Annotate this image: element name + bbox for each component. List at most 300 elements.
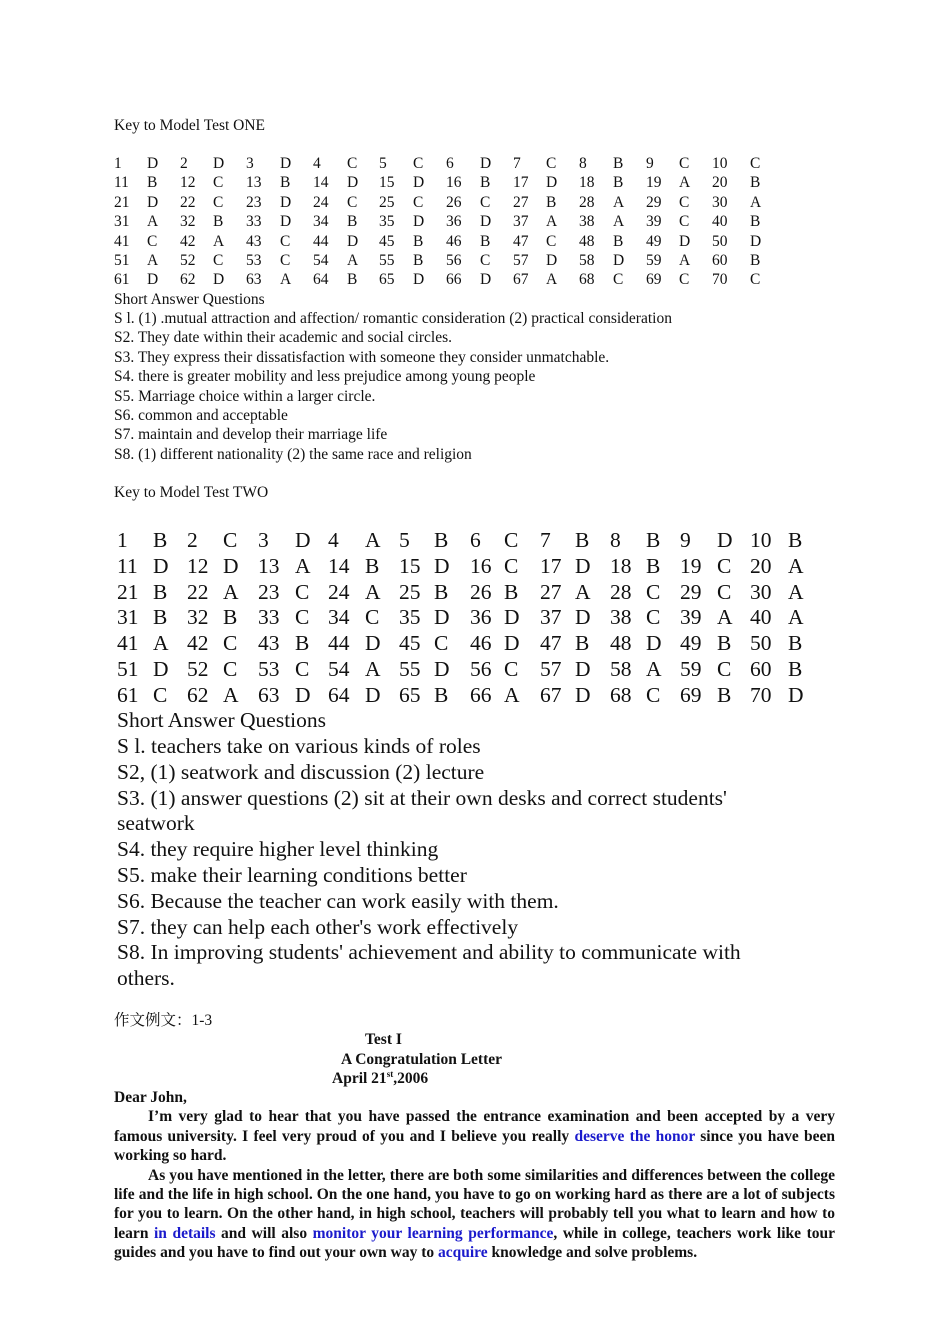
answer-letter: C [679,271,690,289]
answer-letter: B [613,232,624,250]
answer-letter: C [750,271,761,289]
question-number: 40 [712,213,728,231]
question-number: 6 [470,528,481,552]
answer-letter: D [413,174,425,192]
answer-letter: D [147,271,159,289]
question-number: 2 [187,528,198,552]
test1-answer-key [114,154,775,290]
question-number: 9 [646,155,654,172]
question-number: 8 [610,528,621,552]
question-number: 43 [246,232,262,250]
answer-letter: B [613,155,624,172]
question-number: 18 [579,174,595,192]
question-number: 55 [399,656,421,681]
answer-letter: A [546,271,558,289]
question-number: 54 [328,656,350,681]
answer-letter: A [750,193,762,211]
answer-letter: D [480,271,492,289]
question-number: 53 [246,252,262,270]
answer-letter: C [295,656,310,681]
question-number: 50 [712,232,728,250]
question-number: 58 [579,252,595,270]
answer-letter: D [575,605,591,630]
answer-letter: A [365,528,381,552]
question-number: 24 [328,579,350,604]
question-number: 63 [258,682,280,707]
question-number: 65 [399,682,421,707]
answer-letter: A [147,252,159,270]
answer-letter: D [147,155,159,172]
answer-letter: A [575,579,591,604]
question-number: 29 [680,579,702,604]
answer-letter: B [147,174,158,192]
question-number: 66 [446,271,462,289]
essay-salutation: Dear John, [114,1089,187,1106]
answer-key-row [114,270,775,289]
question-number: 42 [187,631,209,656]
question-number: 24 [313,193,329,211]
test2-answer: S3. (1) answer questions (2) sit at their own desks and correct students' [117,785,727,810]
question-number: 17 [540,553,562,578]
answer-letter: C [504,528,519,552]
answer-letter: D [223,553,239,578]
question-number: 69 [680,682,702,707]
answer-letter: C [223,631,238,656]
essay-text: , while in college, teachers work like tour guides and you have to find out your own way to [114,1224,836,1262]
answer-letter: D [213,155,225,172]
question-number: 15 [399,553,421,578]
question-number: 25 [399,579,421,604]
essay-letter [114,1088,835,1263]
question-number: 52 [180,252,196,270]
question-number: 39 [646,213,662,231]
answer-letter: B [280,174,291,192]
essay-date [332,1069,428,1088]
answer-letter: D [295,528,311,552]
question-number: 30 [750,579,772,604]
question-number: 4 [313,155,321,172]
question-number: 66 [470,682,492,707]
answer-key-row [117,657,816,683]
test2-answer: S8. In improving students' achievement and ability to communicate with [117,940,741,965]
question-number: 44 [313,232,329,250]
question-number: 17 [513,174,529,192]
question-number: 20 [712,174,728,192]
answer-letter: C [504,553,519,578]
answer-letter: D [413,271,425,289]
answer-letter: B [434,528,449,552]
answer-letter: C [646,605,661,630]
answer-letter: C [717,579,732,604]
answer-letter: C [213,252,224,270]
question-number: 62 [180,271,196,289]
answer-letter: A [365,579,381,604]
question-number: 9 [680,528,691,552]
answer-letter: C [646,579,661,604]
question-number: 36 [446,213,462,231]
essay-highlight: deserve the honor [574,1127,695,1145]
question-number: 27 [540,579,562,604]
answer-letter: D [546,252,558,270]
answer-letter: B [223,605,238,630]
answer-letter: C [147,232,158,250]
answer-key-row [114,232,775,251]
question-number: 26 [470,579,492,604]
answer-letter: D [280,155,292,172]
question-number: 44 [328,631,350,656]
question-number: 3 [246,155,254,172]
question-number: 54 [313,252,329,270]
answer-key-row [117,683,816,709]
answer-letter: D [434,605,450,630]
question-number: 13 [246,174,262,192]
test2-short-title: Short Answer Questions [117,708,327,732]
test1-heading: Key to Model Test ONE [114,117,266,134]
question-number: 5 [399,528,410,552]
question-number: 31 [114,213,130,231]
question-number: 37 [540,605,562,630]
essay-text: knowledge and solve problems. [487,1244,698,1262]
question-number: 35 [399,605,421,630]
question-number: 20 [750,553,772,578]
answer-letter: D [788,682,804,707]
question-number: 68 [610,682,632,707]
answer-key-row [117,631,816,657]
question-number: 1 [114,155,122,172]
answer-letter: A [347,252,359,270]
answer-letter: B [788,656,803,681]
answer-letter: C [347,155,358,172]
answer-letter: A [679,252,691,270]
answer-letter: A [613,213,625,231]
question-number: 23 [246,193,262,211]
test1-answer: S6. common and acceptable [114,407,288,425]
essay-paragraph-1 [114,1107,835,1165]
answer-letter: D [679,232,691,250]
essay-test-label: Test I [365,1031,402,1048]
answer-letter: D [280,213,292,231]
answer-letter: D [413,213,425,231]
question-number: 61 [114,271,130,289]
answer-letter: A [153,631,169,656]
answer-letter: A [788,579,804,604]
question-number: 55 [379,252,395,270]
question-number: 67 [540,682,562,707]
answer-letter: D [147,193,159,211]
answer-letter: D [347,174,359,192]
question-number: 7 [513,155,521,172]
answer-letter: B [750,252,761,270]
question-number: 8 [579,155,587,172]
question-number: 64 [313,271,329,289]
question-number: 47 [540,631,562,656]
question-number: 43 [258,631,280,656]
test2-answer: S l. teachers take on various kinds of roles [117,734,481,758]
answer-letter: D [575,656,591,681]
test1-answer: S4. there is greater mobility and less prejudice among young people [114,368,536,386]
answer-letter: C [280,252,291,270]
answer-letter: B [575,528,590,552]
question-number: 57 [540,656,562,681]
answer-letter: A [213,232,225,250]
answer-letter: D [480,155,492,172]
answer-letter: C [223,528,238,552]
answer-letter: C [365,605,380,630]
answer-letter: D [575,682,591,707]
question-number: 22 [187,579,209,604]
question-number: 53 [258,656,280,681]
test2-answer-key [117,528,816,709]
answer-letter: C [213,193,224,211]
question-number: 2 [180,155,188,172]
question-number: 38 [610,605,632,630]
essay-text: and will also [215,1224,313,1242]
answer-letter: D [153,553,169,578]
answer-letter: D [434,656,450,681]
question-number: 58 [610,656,632,681]
answer-letter: C [413,155,424,172]
essay-intro: 作文例文：1-3 [114,1012,213,1029]
question-number: 62 [187,682,209,707]
essay-date-suffix: st [386,1068,394,1079]
answer-letter: C [295,605,310,630]
question-number: 57 [513,252,529,270]
question-number: 49 [646,232,662,250]
answer-letter: B [717,682,732,707]
answer-letter: C [434,631,449,656]
answer-letter: C [295,579,310,604]
question-number: 48 [579,232,595,250]
answer-letter: B [413,232,424,250]
question-number: 4 [328,528,339,552]
question-number: 45 [379,232,395,250]
test1-short-title: Short Answer Questions [114,291,265,308]
question-number: 22 [180,193,196,211]
question-number: 64 [328,682,350,707]
essay-text: As you have mentioned in the letter, there are both some similarities and differences between the college life and the life in high school. On the one hand, you have to go on working hard as there are a lot of subjects for you to learn. On the other hand, in high school, teachers will probably tell you what to learn and how to learn [114,1166,835,1242]
answer-letter: D [575,553,591,578]
answer-letter: C [413,193,424,211]
answer-letter: A [147,213,159,231]
test1-answer: S7. maintain and develop their marriage life [114,426,388,444]
question-number: 16 [470,553,492,578]
question-number: 70 [750,682,772,707]
answer-letter: A [788,553,804,578]
answer-letter: D [365,682,381,707]
answer-letter: D [480,213,492,231]
question-number: 46 [470,631,492,656]
question-number: 27 [513,193,529,211]
answer-key-row [117,580,816,606]
question-number: 69 [646,271,662,289]
question-number: 11 [117,553,138,578]
answer-letter: B [480,174,491,192]
question-number: 41 [114,232,130,250]
answer-letter: B [365,553,380,578]
question-number: 40 [750,605,772,630]
answer-letter: A [788,605,804,630]
question-number: 14 [313,174,329,192]
answer-letter: D [213,271,225,289]
answer-letter: B [413,252,424,270]
answer-letter: D [646,631,662,656]
question-number: 32 [180,213,196,231]
answer-letter: B [295,631,310,656]
answer-letter: D [347,232,359,250]
question-number: 37 [513,213,529,231]
answer-letter: A [646,656,662,681]
essay-title: A Congratulation Letter [341,1051,503,1068]
question-number: 5 [379,155,387,172]
essay-highlight: acquire [438,1244,488,1262]
question-number: 19 [680,553,702,578]
answer-letter: C [717,553,732,578]
test1-answer: S l. (1) .mutual attraction and affection/ romantic consideration (2) practical consideration [114,310,672,327]
question-number: 29 [646,193,662,211]
question-number: 33 [246,213,262,231]
question-number: 52 [187,656,209,681]
question-number: 48 [610,631,632,656]
question-number: 51 [117,656,139,681]
answer-letter: D [613,252,625,270]
question-number: 14 [328,553,350,578]
question-number: 31 [117,605,139,630]
question-number: 34 [313,213,329,231]
question-number: 16 [446,174,462,192]
question-number: 21 [117,579,139,604]
question-number: 6 [446,155,454,172]
answer-letter: C [504,656,519,681]
answer-key-row [117,605,816,631]
question-number: 21 [114,193,130,211]
test2-answer: S5. make their learning conditions better [117,862,467,887]
question-number: 12 [187,553,209,578]
answer-letter: A [613,193,625,211]
answer-letter: B [546,193,557,211]
answer-letter: C [213,174,224,192]
test1-answer: S2. They date within their academic and social circles. [114,329,453,347]
answer-letter: B [646,553,661,578]
question-number: 50 [750,631,772,656]
question-number: 59 [680,656,702,681]
question-number: 25 [379,193,395,211]
question-number: 68 [579,271,595,289]
answer-letter: A [504,682,520,707]
question-number: 51 [114,252,130,270]
essay-highlight: monitor your learning performance [312,1224,554,1242]
question-number: 70 [712,271,728,289]
answer-letter: D [717,528,733,552]
answer-letter: A [365,656,381,681]
question-number: 10 [750,528,772,552]
answer-letter: C [347,193,358,211]
answer-letter: A [679,174,691,192]
question-number: 60 [750,656,772,681]
test1-answers [114,309,672,464]
answer-key-row [117,528,816,554]
answer-letter: B [213,213,224,231]
answer-letter: B [434,579,449,604]
answer-letter: C [750,155,761,172]
answer-letter: D [434,553,450,578]
answer-letter: B [153,528,168,552]
test2-heading: Key to Model Test TWO [114,484,269,501]
essay-paragraph-2 [114,1166,835,1263]
answer-letter: C [679,193,690,211]
question-number: 42 [180,232,196,250]
question-number: 18 [610,553,632,578]
answer-letter: D [504,605,520,630]
essay-date-main: April 21 [332,1070,387,1087]
answer-letter: B [788,528,803,552]
question-number: 45 [399,631,421,656]
answer-letter: D [280,193,292,211]
answer-letter: C [153,682,168,707]
answer-key-row [114,173,775,192]
answer-letter: C [717,656,732,681]
test1-answer: S8. (1) different nationality (2) the same race and religion [114,445,472,463]
question-number: 11 [114,174,129,192]
question-number: 56 [446,252,462,270]
answer-letter: B [717,631,732,656]
answer-letter: A [546,213,558,231]
answer-letter: D [365,631,381,656]
answer-letter: C [480,193,491,211]
question-number: 63 [246,271,262,289]
answer-letter: D [504,631,520,656]
answer-key-row [114,154,775,173]
answer-letter: C [480,252,491,270]
question-number: 61 [117,682,139,707]
answer-letter: B [613,174,624,192]
answer-letter: B [750,213,761,231]
question-number: 60 [712,252,728,270]
answer-letter: A [280,271,292,289]
essay-text: since you have been working so hard. [114,1127,835,1165]
answer-key-row [117,554,816,580]
answer-letter: C [280,232,291,250]
question-number: 59 [646,252,662,270]
answer-letter: A [295,553,311,578]
answer-letter: B [153,605,168,630]
question-number: 49 [680,631,702,656]
question-number: 34 [328,605,350,630]
question-number: 7 [540,528,551,552]
answer-letter: C [546,232,557,250]
question-number: 67 [513,271,529,289]
question-number: 12 [180,174,196,192]
question-number: 26 [446,193,462,211]
question-number: 13 [258,553,280,578]
test2-answer: S2, (1) seatwork and discussion (2) lecture [117,759,485,784]
question-number: 19 [646,174,662,192]
question-number: 23 [258,579,280,604]
test2-answer: S6. Because the teacher can work easily with them. [117,888,559,913]
answer-letter: C [613,271,624,289]
answer-letter: D [546,174,558,192]
answer-key-row [114,251,775,270]
question-number: 32 [187,605,209,630]
answer-letter: B [434,682,449,707]
question-number: 28 [579,193,595,211]
question-number: 38 [579,213,595,231]
answer-letter: A [223,682,239,707]
question-number: 33 [258,605,280,630]
question-number: 47 [513,232,529,250]
test2-answer: seatwork [117,811,195,836]
question-number: 1 [117,528,128,552]
question-number: 15 [379,174,395,192]
